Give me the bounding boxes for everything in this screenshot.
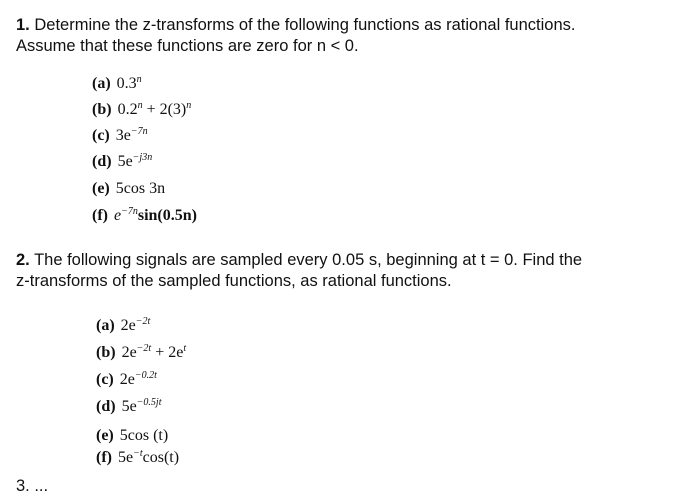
q1-item-c: (c) $3e^{-7n}$ bbox=[92, 126, 148, 144]
item-label: (b) bbox=[92, 101, 112, 118]
item-label: (d) bbox=[92, 153, 112, 170]
item-label: (d) bbox=[96, 398, 116, 415]
item-label: (e) bbox=[96, 427, 114, 444]
item-label: (f) bbox=[92, 207, 108, 224]
item-label: (c) bbox=[92, 127, 110, 144]
q2-line1-text: The following signals are sampled every 0.05 s, beginning at t = 0. Find the bbox=[34, 251, 583, 269]
q2-item-d: (d) $5e^{-0.5jt}$ bbox=[96, 397, 162, 415]
q2-item-e: (e) 5cos (t) bbox=[96, 427, 169, 444]
q1-line1-text: Determine the z-transforms of the following functions as rational functions. bbox=[34, 16, 576, 34]
q2-item-c: (c) $2e^{-0.2t}$ bbox=[96, 370, 157, 388]
item-label: (a) bbox=[96, 317, 115, 334]
item-label: (f) bbox=[96, 449, 112, 466]
item-label: (c) bbox=[96, 371, 114, 388]
q2-item-b: (b) $2e^{-2t} + 2e^t$ bbox=[96, 343, 187, 361]
q2-line2: z-transforms of the sampled functions, as rational functions. bbox=[16, 272, 452, 290]
q1-line2: Assume that these functions are zero for n < 0. bbox=[16, 37, 359, 55]
item-label: (e) bbox=[92, 180, 110, 197]
q2-item-a: (a) $2e^{-2t}$ bbox=[96, 316, 151, 334]
q2-item-f: (f) $5e^{-t}\cos(t)$ bbox=[96, 448, 180, 466]
q1-item-a: (a) 0.3$^n$ bbox=[92, 74, 142, 92]
q1-item-e: (e) 5cos 3n bbox=[92, 180, 166, 197]
q1-item-f: (f) $e^{-7n}\sin(0.5n)$ bbox=[92, 206, 197, 224]
q3-partial-line: 3. ... bbox=[16, 477, 49, 495]
q2-line1 bbox=[16, 250, 582, 271]
q2-number: 2. bbox=[16, 251, 30, 269]
item-label: (b) bbox=[96, 344, 116, 361]
item-label: (a) bbox=[92, 75, 111, 92]
q1-item-d: (d) $5e^{-j3n}$ bbox=[92, 152, 153, 170]
q1-number: 1. bbox=[16, 16, 30, 34]
q1-line1 bbox=[16, 15, 575, 36]
q1-item-b: (b) $0.2^n + 2(3)^n$ bbox=[92, 100, 192, 118]
